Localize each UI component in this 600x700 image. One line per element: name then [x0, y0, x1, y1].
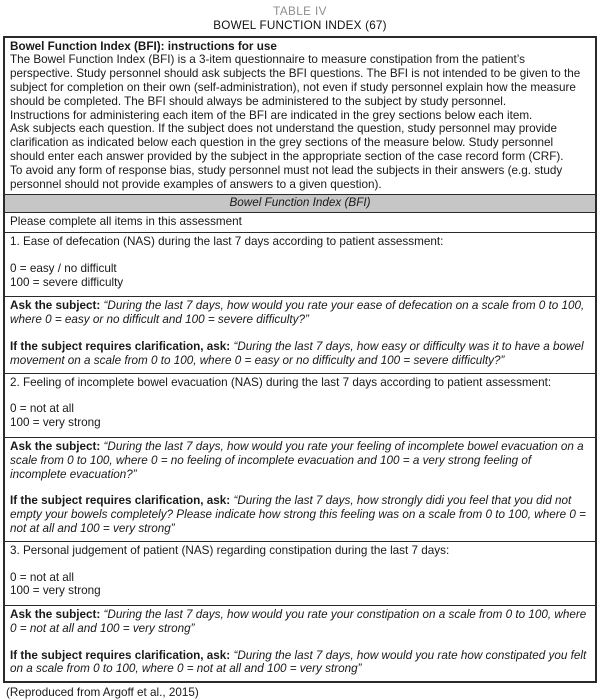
table-caption	[3, 5, 597, 33]
item-2-ask-text: “During the last 7 days, how would you rate your feeling of incomplete bowel evacuation on a scale from 0 to 100, where 0 = no feeling of incomplete evacuation and 100 = a very strong feeling of incomplete evacuation?”	[10, 439, 584, 481]
item-1-ask-label: Ask the subject:	[10, 299, 101, 313]
item-2-ask	[10, 440, 590, 481]
instructions-paragraph-1: The Bowel Function Index (BFI) is a 3-item questionnaire to measure constipation from the patient’s perspective. Study personnel should ask subjects the BFI questions. The BFI is not intended to be given to the subject for completion on their own (self-administration), not even if study personnel explain how the measure should be completed. The BFI should always be administered to the subject by study personnel.	[10, 53, 581, 108]
note-row	[5, 212, 595, 232]
item-3-scale-max: 100 = very strong	[10, 584, 101, 598]
item-1-clarify-label: If the subject requires clarification, ask:	[10, 339, 231, 353]
item-2-script-cell	[5, 437, 595, 541]
item-2-scale-min: 0 = not at all	[10, 402, 75, 416]
instructions-cell	[5, 38, 595, 195]
item-1-ask-text: “During the last 7 days, how would you rate your ease of defecation on a scale from 0 to 100, where 0 = easy or no difficult and 100 = severe difficulty?”	[10, 299, 585, 327]
instructions-paragraph-2: Instructions for administering each item of the BFI are indicated in the grey sections below each item.	[10, 108, 533, 122]
instructions-paragraph-4: To avoid any form of response bias, study personnel must not lead the subjects in their answers (e.g. study personnel should not provide examples of answers to a given question).	[10, 163, 563, 191]
item-2-scale-max: 100 = very strong	[10, 416, 101, 430]
item-3-scale-min: 0 = not at all	[10, 570, 75, 584]
item-3-ask-label: Ask the subject:	[10, 608, 101, 622]
item-1-scale	[10, 262, 590, 290]
section-band	[5, 194, 595, 212]
item-3-ask-text: “During the last 7 days, how would you rate your constipation on a scale from 0 to 100, where 0 = not at all and 100 = very strong”	[10, 608, 587, 635]
item-3-script-cell	[5, 605, 595, 681]
item-2-question: 2. Feeling of incomplete bowel evacuation (NAS) during the last 7 days according to patient assessment:	[10, 375, 552, 389]
table-number: TABLE IV	[273, 5, 327, 18]
item-3-ask	[10, 608, 590, 636]
note-text: Please complete all items in this assessment	[10, 215, 242, 229]
item-2-clarify	[10, 494, 590, 535]
table-title: BOWEL FUNCTION INDEX (67)	[213, 18, 387, 32]
bfi-table	[3, 36, 597, 684]
item-1-scale-max: 100 = severe difficulty	[10, 275, 124, 289]
item-2-ask-label: Ask the subject:	[10, 439, 101, 453]
item-3-clarify-text: “During the last 7 days, how would you rate how constipated you felt on a scale from 0 to 100, where 0 = not at all and 100 = very strong”	[10, 648, 587, 676]
item-1-question-cell	[5, 232, 595, 296]
item-1-script-cell	[5, 296, 595, 372]
item-2-clarify-text: “During the last 7 days, how strongly didi you feel that you did not empty your bowels completely? Please indicate how strong this feeling was on a scale from 0 to 100, where 0 = not at all and 100 = very strong”	[10, 494, 586, 535]
item-1-ask	[10, 299, 590, 327]
instructions-heading: Bowel Function Index (BFI): instructions for use	[10, 39, 277, 53]
item-1-question: 1. Ease of defecation (NAS) during the last 7 days according to patient assessment:	[10, 234, 444, 248]
item-1-clarify	[10, 340, 590, 368]
item-2-question-cell	[5, 373, 595, 437]
item-1-clarify-text: “During the last 7 days, how easy or difficulty was it to have a bowel movement on a scale from 0 to 100, where 0 = easy or no difficulty and 100 = severe difficulty?”	[10, 339, 584, 367]
item-3-question: 3. Personal judgement of patient (NAS) regarding constipation during the last 7 days:	[10, 543, 450, 557]
item-3-clarify	[10, 649, 590, 677]
item-3-question-cell	[5, 541, 595, 605]
item-3-clarify-label: If the subject requires clarification, ask:	[10, 648, 231, 662]
item-3-scale	[10, 571, 590, 599]
source-note: (Reproduced from Argoff et al., 2015)	[6, 686, 199, 700]
band-title: Bowel Function Index (BFI)	[229, 196, 371, 210]
item-2-scale	[10, 402, 590, 430]
instructions-paragraph-3: Ask subjects each question. If the subject does not understand the question, study personnel may provide clarification as indicated below each question in the grey sections of the measure below. Study personnel should enter each answer provided by the subject in the appropriate section of the case record form (CRF).	[10, 122, 564, 163]
item-2-clarify-label: If the subject requires clarification, ask:	[10, 494, 231, 508]
item-1-scale-min: 0 = easy / no difficult	[10, 261, 117, 275]
